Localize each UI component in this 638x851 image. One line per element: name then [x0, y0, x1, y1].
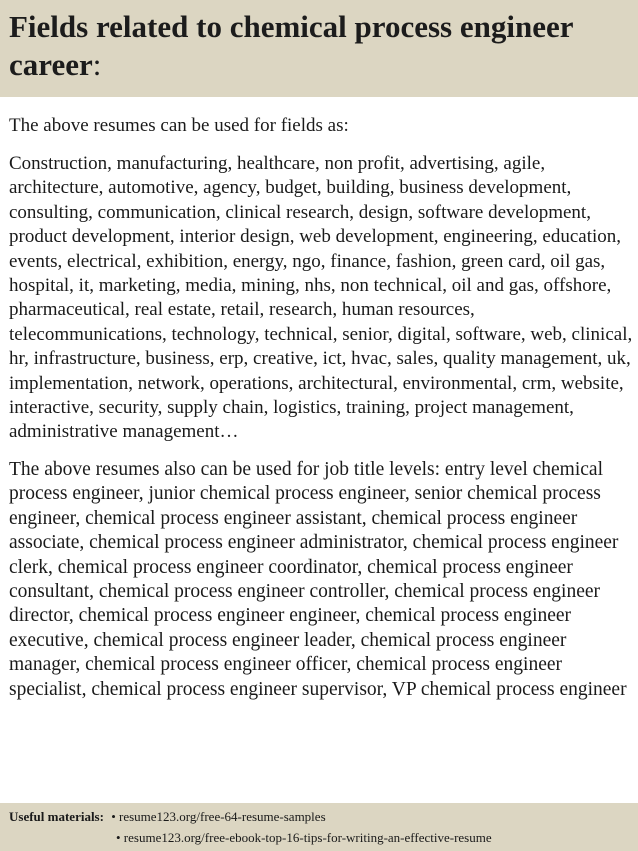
job-levels-list: The above resumes also can be used for job title levels: entry level chemical process engineer, junior chemical process engineer, senior chemical process engineer, chemical process engineer assistant, chemical process engineer associate, chemical process engineer administrator, chemical process engineer clerk, chemical process engineer coordinator, chemical process engineer consultant, chemical process engineer controller, chemical process engineer director, chemical process engineer engineer, chemical process engineer executive, chemical process engineer leader, chemical process engineer manager, chemical process engineer officer, chemical process engineer specialist, chemical process engineer supervisor, VP chemical process engineer	[9, 458, 627, 700]
footer-label-text: Useful materials	[9, 809, 100, 824]
intro-text: The above resumes can be used for fields as:	[9, 115, 349, 136]
page-title-colon: :	[92, 47, 102, 82]
page-title-text: Fields related to chemical process engineer career	[9, 9, 573, 82]
footer-link-ebook-tips[interactable]: • resume123.org/free-ebook-top-16-tips-for-writing-an-effective-resume	[116, 830, 492, 845]
footer-link-resume-samples[interactable]: • resume123.org/free-64-resume-samples	[111, 809, 326, 824]
footer-materials	[0, 803, 638, 851]
footer-row-2	[9, 827, 638, 848]
footer-label: Useful materials:	[9, 809, 104, 824]
page-title	[9, 8, 628, 84]
footer-row-1	[9, 806, 638, 827]
header-banner	[0, 0, 638, 97]
fields-list: Construction, manufacturing, healthcare, non profit, advertising, agile, architecture, automotive, agency, budget, building, business development, consulting, communication, clinical research, design, software development, product development, interior design, web development, engineering, education, events, electrical, exhibition, energy, ngo, finance, fashion, green card, oil gas, hospital, it, marketing, media, mining, nhs, non technical, oil and gas, offshore, pharmaceutical, real estate, retail, research, human resources, telecommunications, technology, technical, senior, digital, software, web, clinical, hr, infrastructure, business, erp, creative, ict, hvac, sales, quality management, uk, implementation, network, operations, architectural, environmental, crm, website, interactive, security, supply chain, logistics, training, project management, administrative management…	[9, 153, 633, 443]
main-content	[9, 114, 633, 750]
